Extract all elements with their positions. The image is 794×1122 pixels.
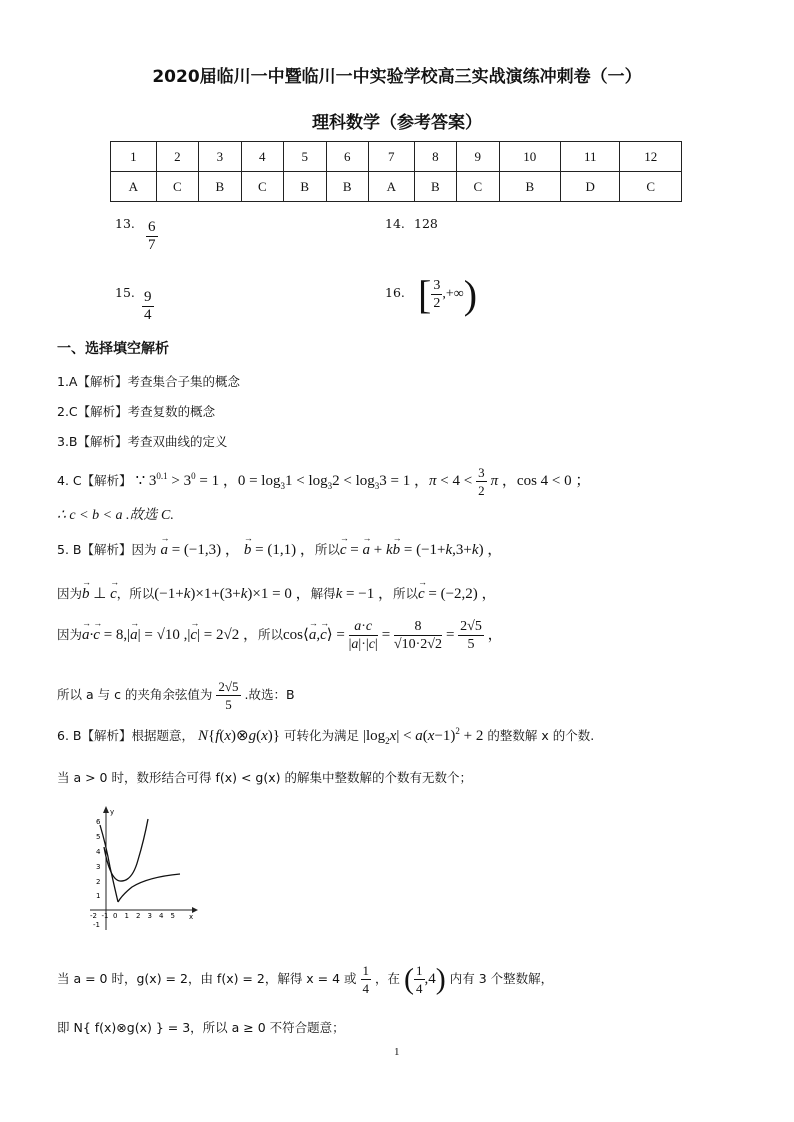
- q16-label: 16.: [385, 285, 405, 300]
- q16-denominator: 2: [433, 296, 441, 311]
- solution-5-prefix: 5. B【解析】因为: [57, 542, 157, 557]
- q14-answer: 128: [414, 216, 438, 231]
- graph-y-tick: 3: [96, 863, 101, 871]
- answer-cell: C: [620, 172, 682, 202]
- answer-cell: B: [499, 172, 560, 202]
- solution-3: 3.B【解析】考查双曲线的定义: [57, 434, 228, 449]
- answer-cell: B: [414, 172, 456, 202]
- question-number-cell: 4: [241, 142, 283, 172]
- graph-y-label: y: [110, 808, 115, 816]
- solution-6-case-zero-c: 内有 3 个整数解，: [449, 971, 554, 986]
- question-number-cell: 11: [561, 142, 620, 172]
- graph-x-label: x: [189, 913, 194, 921]
- graph-x-tick: 0: [113, 912, 118, 920]
- solution-6-case-positive: 当 a > 0 时，数形结合可得 f(x) < g(x) 的解集中整数解的个数有无数个；: [57, 770, 472, 785]
- question-number-cell: 8: [414, 142, 456, 172]
- graph-y-tick: 4: [96, 848, 101, 856]
- solution-6-case-zero-conclusion: 即 N{ f(x)⊗g(x) } = 3，所以 a ≥ 0 不符合题意；: [57, 1020, 345, 1035]
- solution-4: 4. C【解析】 ∵ $3^{0.1} > 3^0 = 1$ ，$0 = \log_31 < \log_32 < \log_33 = 1$ ，π < 4 < $\frac{3}{2}$ π ，cos 4 < 0 ；: [57, 465, 591, 498]
- solution-6-case-zero-b: ，在: [375, 971, 401, 986]
- function-graph: [88, 805, 200, 935]
- graph-y-tick: 5: [96, 833, 101, 841]
- curve-parabola: [104, 819, 148, 881]
- answer-table-answers-row: [111, 172, 682, 202]
- solution-5-conclusion-text: 所以 a 与 c 的夹角余弦值为: [57, 687, 213, 702]
- answer-cell: C: [156, 172, 198, 202]
- solution-6-case-zero: 当 a = 0 时，g(x) = 2，由 f(x) = 2，解得 x = 4 或 $\frac{1}{4}$ ，在 ( $\frac{1}{4}$ ,4) 内有 3 个整数解，: [57, 962, 554, 996]
- q13-numerator: 6: [148, 219, 156, 235]
- question-number-cell: 7: [368, 142, 414, 172]
- q16-tail: ,+∞: [442, 286, 464, 302]
- graph-y-tick: 1: [96, 892, 101, 900]
- section-heading: 一、选择填空解析: [57, 341, 169, 357]
- graph-x-tick: 4: [159, 912, 164, 920]
- answer-cell: A: [368, 172, 414, 202]
- graph-x-tick: 3: [147, 912, 152, 920]
- q13-denominator: 7: [148, 237, 156, 253]
- curve-abs-log: [100, 825, 118, 902]
- solution-4-conclusion: ∴ c < b < a .故选 C.: [57, 508, 174, 523]
- graph-y-arrow: [103, 806, 109, 813]
- page-title: 2020届临川一中暨临川一中实验学校高三实战演练冲刺卷（一）: [152, 67, 642, 87]
- answer-cell: B: [326, 172, 368, 202]
- solution-1: 1.A【解析】考查集合子集的概念: [57, 374, 240, 389]
- question-number-cell: 12: [620, 142, 682, 172]
- graph-y-tick: 2: [96, 878, 101, 886]
- q16-answer: [ $\frac{3}{2}$ ,+∞): [418, 272, 478, 317]
- q13-answer: [146, 219, 158, 254]
- question-number-cell: 3: [199, 142, 241, 172]
- question-number-cell: 5: [284, 142, 326, 172]
- q16-numerator: 3: [433, 278, 441, 293]
- q15-answer: [142, 289, 154, 324]
- page-number: 1: [394, 1046, 400, 1058]
- question-number-cell: 1: [111, 142, 157, 172]
- solution-5-step3: 因为→ a·→ c = 8,|→ a| = √10 ,|→ c| = 2√2 ，所以cos⟨→ a,→ c⟩ = $\frac{a\cdot c}{|a|\cdot|c|}$ = $\frac{8}{√10\cdot 2√2}$ = $\frac{2√5}{5}$ ，: [57, 618, 503, 653]
- question-number-cell: 9: [457, 142, 499, 172]
- solution-5-conclusion-tail: .故选：B: [244, 687, 295, 702]
- solution-6-mid: 可转化为满足: [283, 728, 359, 743]
- curve-log-right: [118, 874, 180, 902]
- question-number-cell: 6: [326, 142, 368, 172]
- solution-5-conclusion: 所以 a 与 c 的夹角余弦值为 $\frac{2√5}{5}$ .故选：B: [57, 679, 295, 712]
- graph-x-tick: 2: [136, 912, 141, 920]
- page-subtitle: 理科数学（参考答案）: [312, 113, 482, 133]
- question-number-cell: 10: [499, 142, 560, 172]
- solution-6: 6. B【解析】根据题意， N{f(x)⊗g(x)} 可转化为满足 $|\log_2x| < a(x-1)^2 + 2$ 的整数解 x 的个数.: [57, 726, 595, 746]
- solution-5-step2: 因为→ b ⊥ → c，所以(−1+k)×1+(3+k)×1 = 0 ，解得k = −1 ，所以→ c = (−2,2) ，: [57, 582, 497, 603]
- answer-cell: C: [457, 172, 499, 202]
- answer-cell: B: [199, 172, 241, 202]
- solution-6-prefix: 6. B【解析】根据题意，: [57, 728, 194, 743]
- solution-4-prefix: 4. C【解析】: [57, 473, 132, 488]
- graph-x-tick: 5: [170, 912, 175, 920]
- graph-x-tick: -2: [90, 912, 97, 920]
- graph-y-tick: -1: [93, 921, 100, 929]
- q15-label: 15.: [115, 285, 135, 300]
- answer-table-numbers-row: [111, 142, 682, 172]
- solution-5: 5. B【解析】因为 → a = (−1,3) ， → b = (1,1) ，所以→ c = → a + k→ b = (−1+k,3+k) ，: [57, 538, 502, 559]
- graph-y-tick: 6: [96, 818, 101, 826]
- answer-cell: B: [284, 172, 326, 202]
- solution-2: 2.C【解析】考查复数的概念: [57, 404, 216, 419]
- answer-cell: D: [561, 172, 620, 202]
- q13-label: 13.: [115, 216, 135, 231]
- solution-6-tail: 的整数解 x 的个数.: [487, 728, 595, 743]
- q15-denominator: 4: [144, 307, 152, 323]
- q15-numerator: 9: [144, 289, 152, 305]
- answer-table: [110, 141, 682, 202]
- answer-cell: A: [111, 172, 157, 202]
- solution-6-case-zero-a: 当 a = 0 时，g(x) = 2，由 f(x) = 2，解得 x = 4 或: [57, 971, 357, 986]
- question-number-cell: 2: [156, 142, 198, 172]
- q14-label: 14.: [385, 216, 405, 231]
- answer-cell: C: [241, 172, 283, 202]
- graph-x-tick: -1: [101, 912, 109, 920]
- graph-x-tick: 1: [124, 912, 129, 920]
